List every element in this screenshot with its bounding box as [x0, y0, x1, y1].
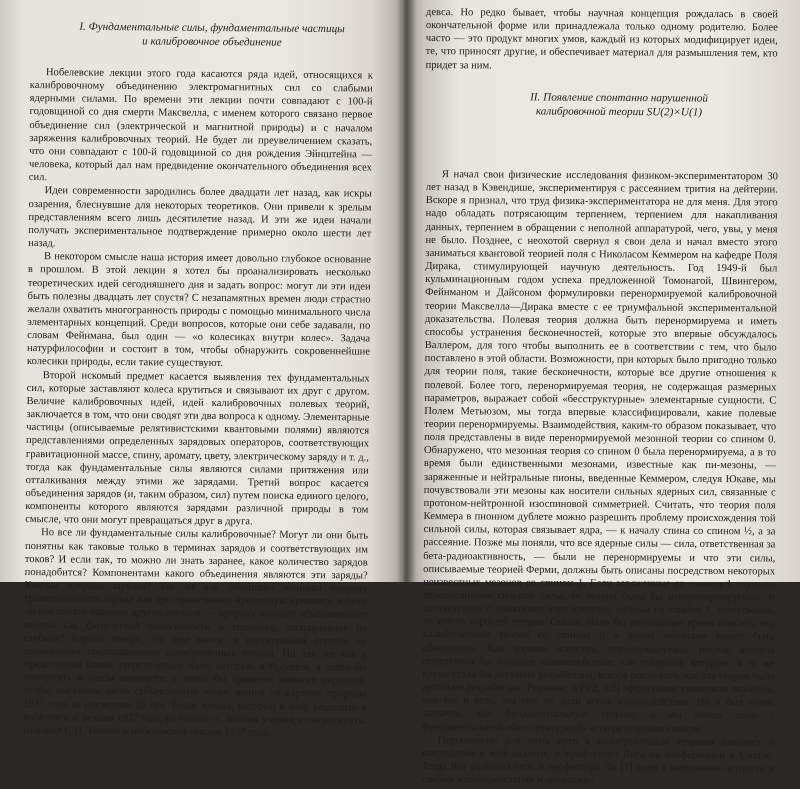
section-heading-2-line1: II. Появление спонтанно нарушенной: [530, 91, 709, 105]
book-gutter: [396, 0, 416, 582]
paragraph: Но все ли фундаментальные силы калибровочные? Могут ли они быть понятны как таковые только в терминах зарядов и соответствующих им токов? И если так, то можно ли знать заранее, какое количество зарядов понадобится? Компонентами какого объединения являются эти заряды? Каковы природа зарядов? Так же как Эйнштейн понимал природу гравитационного заряда как пространственно-временную кривизну, можем ли мы понять природу других зарядов — природу полного объединенного набора как физической совокупности в терминах, расширенных по глубине? Короче говоря, это еще мечта, в значительной степени не проверенная предсказаниями калибровочных теорий. Но так же как я представляю новые теоретические идеи, которые, в будущем, я хотел бы упомянуть в таком контексте, я хотел бы привести немного терпения, чтобы высказать свою субъективную точку зрения на картину природы 1937 года за последние 20 лет. Точку зрения, которую я хочу разделить в нобелевской лекции 1937 года, он сказал: «...Богиня учения, если рискнуть, изложил Г. П. Томсон в нобелевской лекции 1937 года,: [22, 527, 369, 739]
section-heading-2: [464, 91, 774, 120]
section-heading-1: [62, 21, 362, 51]
left-page: [0, 0, 404, 739]
right-body-text: [422, 168, 778, 789]
paragraph: В некотором смысле наша история имеет довольно глубокое основание в прошлом. В этой лекции я хотел бы проанализировать несколько теоретических идей сегодняшнего дня и задать вопрос: могут ли эти идеи быть полезны двадцать лет спустя? С незапамятных времен люди страстно желали охватить многогранность природы с помощью минимального числа элементарных концепций. Среди вопросов, которые они себе задавали, по словам Фейнмана, был один — «о колесиках внутри колес». Задача натурфилософии и состоит в том, чтобы обнаружить сокровеннейшие колесики природы, если такие существуют.: [26, 251, 372, 370]
right-top-text: [426, 6, 778, 74]
paragraph: Идеи современности зародились более двадцати лет назад, как искры озарения, блеснувшие для некоторых теоретиков. Они привели к зрелым представлениям всего лишь десятилетие назад. И эти же идеи начали получать экспериментальное подтверждение примерно около шести лет назад.: [28, 185, 372, 250]
section-heading-2-line2: калибровочной теории SU(2)×U(1): [535, 104, 703, 119]
paragraph: Второй искомый предмет касается выявления тех фундаментальных сил, которые заставляют колеса крутиться и связывают их друг с другом. Величие калибровочных идей, идей калибровочных полевых теорий, заключается в том, что они сводят эти два вопроса к одному. Элементарные частицы (описываемые релятивистскими квантовыми полями) являются представлениями определенных зарядовых операторов, соответствующих гравитационной массе, спину, аромату, цвету, электрическому заряду и т. д., тогда как фундаментальные силы являются силами притяжения или отталкивания между этими же зарядами. Третий вопрос касается объединения зарядов (и, таким образом, сил) путем поиска единого целого, компоненты которого являются зарядами различной природы в том смысле, что они могут превращаться друг в друга.: [25, 369, 370, 528]
paragraph: Персонально для меня путь к калибровочным теориям началось с кандидатам в мой коллеги, и профессора Янга на конференции в Сиэтле. Тогда Янг развивал свои и профессора Ли [1] идеи о нарушении четности в слабых взаимодействиях и предложил: [421, 734, 775, 787]
paragraph: девса. Но редко бывает, чтобы научная концепция рождалась в своей окончательной форме или принадлежала только одному родителю. Более часто — это продукт многих умов, каждый из которых модифицирует идеи, те, что приносят другие, и обеспечивает материал для размышления тем, кто придет за ним.: [425, 6, 778, 72]
left-body-text: [23, 66, 373, 741]
section-heading-1-line2: и калибровочное объединение: [142, 34, 282, 49]
section-heading-1-line1: I. Фундаментальные силы, фундаментальные частицы: [79, 20, 345, 36]
paragraph: Я начал свои физические исследования физиком-экспериментатором 30 лет назад в Кэвендише, экспериментируя с рассеянием трития на дейтерии. Вскоре я признал, что труд физика-экспериментатора не для меня. Для этого надо обладать потрясающим терпением, терпением для накапливания данных, терпением в обращении с неполной аппаратурой, чего, увы, у меня не было. Позднее, с неохотой свернул я свои дела и начал вместо этого заниматься квантовой теорией поля с Николасом Кеммером на кафедре Поля Дирака, стимулирующей научную деятельность. Год 1949-й был кульминационным годом успеха предложенной Томонагой, Швингером, Фейнманом и Дайсоном формулировки перенормируемой калибровочной теории Максвелла—Дирака вместе с ее триумфальной экспериментальной доказательства. Полевая теория должна быть перенормируема и иметь способы устранения бесконечностей, которые это впервые обсуждалось Валлером, для того чтобы выполнить ее в соответствии с тем, что было поставлено в этой области. Возможности, при которых было пригодно только для теории поля, такие бесконечности, которые все другие отношения к полевой. Более того, перенормируемая теория, не содержащая размерных параметров, выражает собой «бесструктурные» элементарные сущности. С Полем Метьюзом, мы тогда впервые классифицировали, какие полевые теории перенормируемы. Взаимодействия, каким-то образом показывает, что поля представлены в виде перенормируемой мезонной теории со спином 0. Обнаружено, что мезонная теория со спином 0 была перенормируема, а в то время были единственными мезонами, известные как пи-мезоны, — заряженные и нейтральные пионы, введенные Кеммером, следуя Юкаве, мы почувствовали эти мезоны как носители сильных ядерных сил, связанные с протоном-нейтронной изоспиновой симметрией. Считать, что теория поля Кеммера в пионном дублете можно разрешить проблему происхождения той сильной силы, которая связывает ядра, — к началу спина со спином ½, а за рассеяние. Позже мы поняли, что все ядерные силы — сила, ответственная за бета-радиоактивность, — были не перенормируемы и что эти силы, описываемые теорией Ферми, должны быть описаны посредством некоторых неизвестных мезонов со спином 1. Если заряженные со спином 1 служили переносчиками сильной силы, то теория была бы неперенормируемой. В соответствии с понятиями того времени, мезоны со спином 1, естественно, не имели хорошей теории. Сейчас было бы подходящее время описать, что калибровочная теория со спином 0 и двумя мезонами может быть объединена. Как хорошо известно, перенормируемая теория, которая определяла бы пионное взаимодействие, как говорили, которую, в то же время стала бы детально разработана, вскоре после того, как эта теория была детально разработана. Резонанс Δ (3/2, 3/2) эффективно увеличили значения, она так и есть; мы еще не дали ясное взаимодействие. Но я был очень захвачен, как фундаментальную теорию; а мы имели дело с фундаментальной «бесструктурной» в теоретическом смысле.: [422, 169, 778, 735]
right-page: [404, 0, 800, 787]
paragraph: Нобелевские лекции этого года касаются ряда идей, относящихся к калибровочному объединению электромагнитных сил со слабыми ядерными силами. По времени эти лекции почти совпадают с 100-й годовщиной со дня смерти Максвелла, с именем которого связано первое объединение сил (электрической и магнитной природы) и с началом заряжения калибровочных теорий. Не будет ли преувеличением сказать, что они совпадают с 100-й годовщиной со дня рождения Эйнштейна — человека, который дал нам предвидение окончательного объединения всех сил.: [28, 67, 373, 184]
